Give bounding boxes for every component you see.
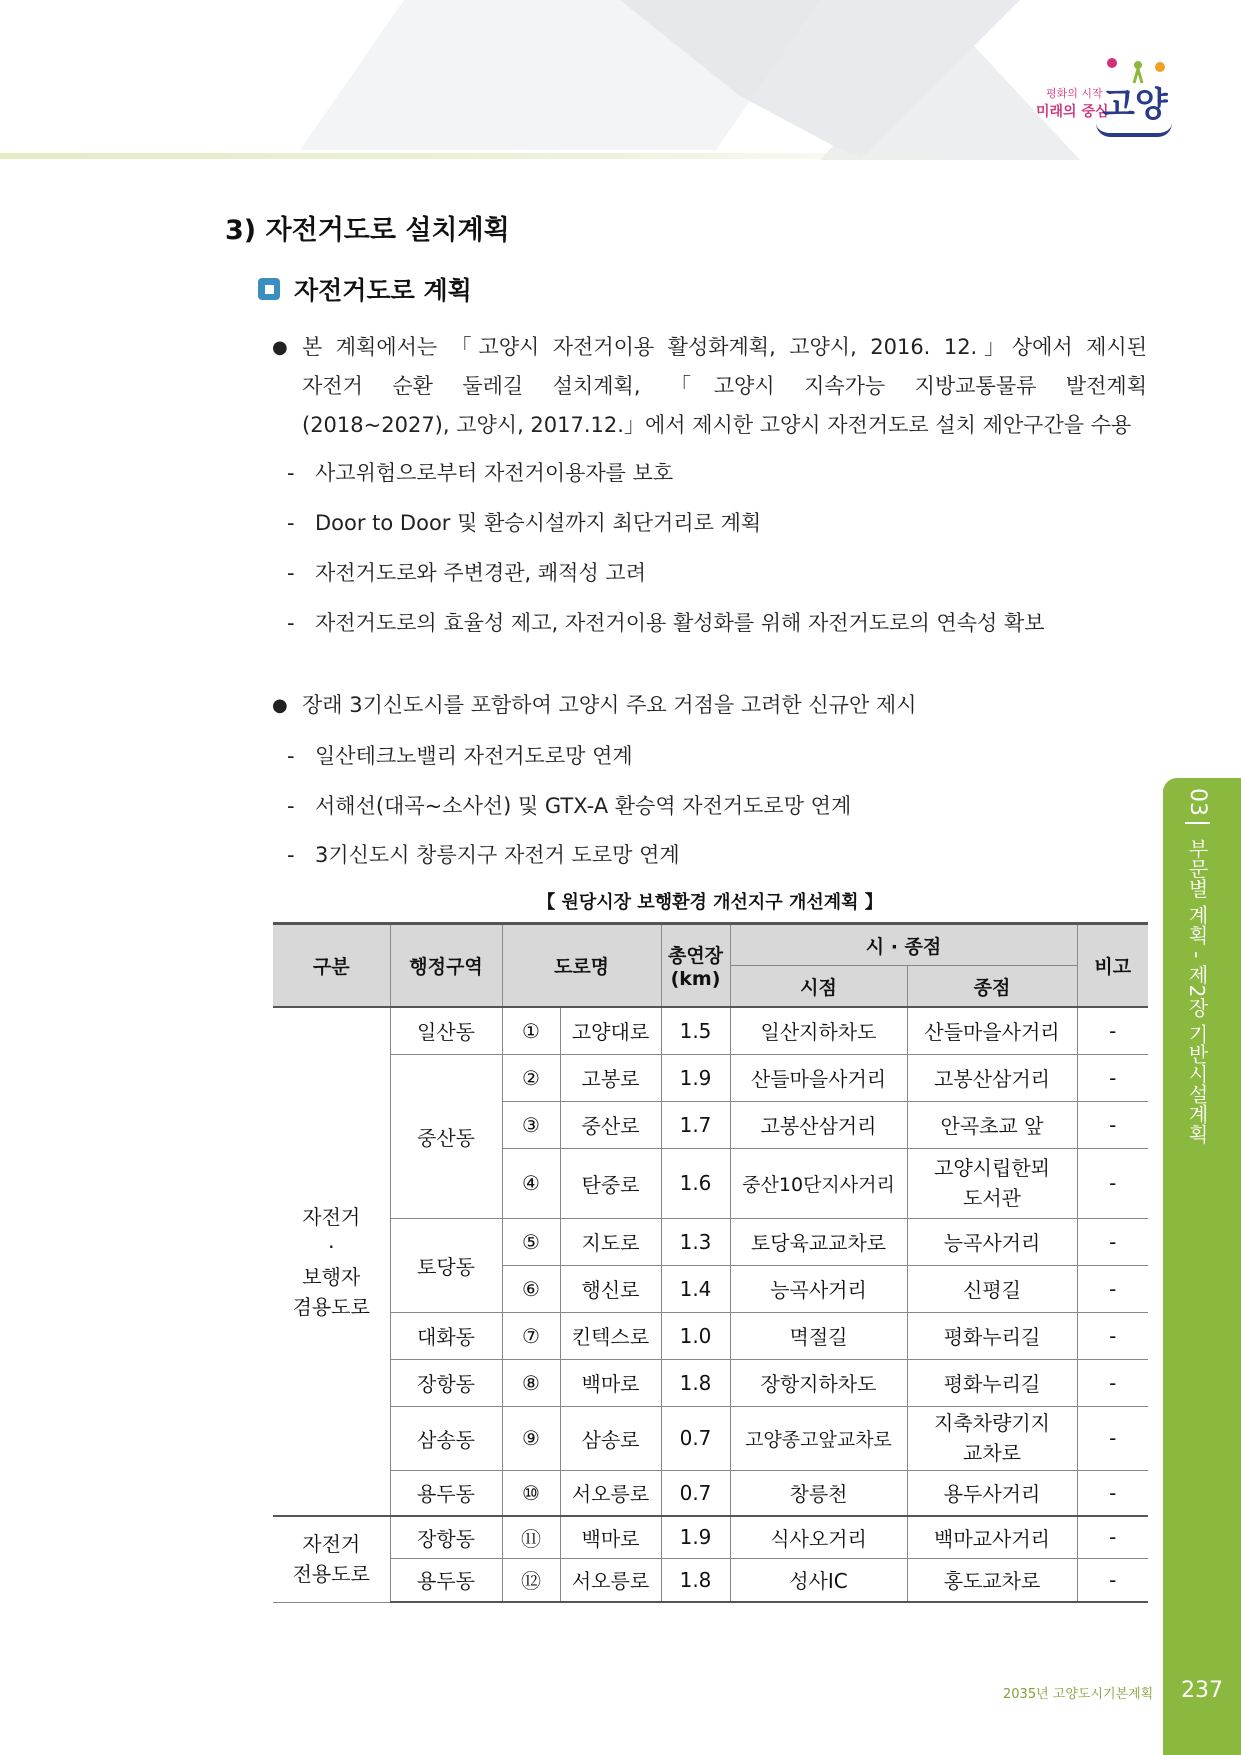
- header-note: 비고: [1077, 924, 1148, 1008]
- district-cell: 용두동: [390, 1470, 502, 1516]
- start-point: 창릉천: [730, 1470, 907, 1516]
- road-name: 중산로: [560, 1101, 661, 1148]
- header-category: 구분: [273, 924, 390, 1008]
- note-cell: -: [1077, 1516, 1148, 1558]
- table-row: [273, 1470, 1148, 1516]
- chapter-label: [1183, 788, 1212, 1144]
- road-length: 1.9: [661, 1054, 730, 1101]
- note-cell: -: [1077, 1312, 1148, 1359]
- road-name: 탄중로: [560, 1148, 661, 1218]
- end-point: 고봉산삼거리: [907, 1054, 1077, 1101]
- note-cell: -: [1077, 1359, 1148, 1406]
- header-green-line: [0, 153, 1000, 159]
- table-row: [273, 1312, 1148, 1359]
- table-row: [273, 1007, 1148, 1054]
- start-point: 고봉산삼거리: [730, 1101, 907, 1148]
- road-number: ⑫: [502, 1558, 560, 1602]
- logo-wordmark: 고양: [1102, 85, 1168, 125]
- logo-slogan-1: 평화의 시작: [1046, 87, 1103, 100]
- end-point: 고양시립한뫼 도서관: [907, 1148, 1077, 1218]
- road-name: 고봉로: [560, 1054, 661, 1101]
- header-road: 도로명: [502, 924, 661, 1008]
- road-length: 1.8: [661, 1359, 730, 1406]
- page-number: 237: [1181, 1678, 1223, 1703]
- district-cell: 용두동: [390, 1558, 502, 1602]
- district-cell: 삼송동: [390, 1406, 502, 1470]
- road-length: 1.7: [661, 1101, 730, 1148]
- road-length: 0.7: [661, 1470, 730, 1516]
- table-row: [273, 1359, 1148, 1406]
- header-end: 종점: [907, 966, 1077, 1008]
- start-point: 고양종고앞교차로: [730, 1406, 907, 1470]
- note-cell: -: [1077, 1054, 1148, 1101]
- dash-item: - 자전거도로와 주변경관, 쾌적성 고려: [287, 561, 646, 585]
- road-name: 지도로: [560, 1218, 661, 1265]
- district-cell: 토당동: [390, 1218, 502, 1312]
- category-shared: 자전거 · 보행자 겸용도로: [273, 1007, 390, 1516]
- table-row: [273, 1516, 1148, 1558]
- road-length: 1.3: [661, 1218, 730, 1265]
- note-cell: -: [1077, 1470, 1148, 1516]
- road-length: 1.4: [661, 1265, 730, 1312]
- road-name: 백마로: [560, 1359, 661, 1406]
- category-dedicated: 자전거 전용도로: [273, 1516, 390, 1602]
- dash-item: - Door to Door 및 환승시설까지 최단거리로 계획: [287, 511, 762, 535]
- header-section: 시 · 종점: [730, 924, 1077, 966]
- end-point: 산들마을사거리: [907, 1007, 1077, 1054]
- district-cell: 장항동: [390, 1359, 502, 1406]
- subsection-heading: [258, 273, 472, 305]
- bullet-paragraph-2: [272, 686, 1147, 725]
- table-row: [273, 1054, 1148, 1101]
- table-row: [273, 1218, 1148, 1265]
- note-cell: -: [1077, 1406, 1148, 1470]
- dash-item: - 사고위험으로부터 자전거이용자를 보호: [287, 461, 674, 485]
- bicycle-road-plan-table: [273, 922, 1148, 1603]
- end-point: 능곡사거리: [907, 1218, 1077, 1265]
- note-cell: -: [1077, 1148, 1148, 1218]
- end-point: 백마교사거리: [907, 1516, 1077, 1558]
- road-name: 고양대로: [560, 1007, 661, 1054]
- road-length: 1.9: [661, 1516, 730, 1558]
- road-number: ⑩: [502, 1470, 560, 1516]
- chapter-side-tab: [1163, 778, 1241, 1755]
- road-length: 1.8: [661, 1558, 730, 1602]
- road-length: 1.0: [661, 1312, 730, 1359]
- chapter-text: 부문별 계획 - 제2장 기반시설계획: [1185, 838, 1209, 1144]
- table-row: [273, 1406, 1148, 1470]
- road-name: 킨텍스로: [560, 1312, 661, 1359]
- road-name: 삼송로: [560, 1406, 661, 1470]
- start-point: 성사IC: [730, 1558, 907, 1602]
- logo-swoosh: [1096, 123, 1172, 137]
- note-cell: -: [1077, 1558, 1148, 1602]
- road-name: 행신로: [560, 1265, 661, 1312]
- header-start: 시점: [730, 966, 907, 1008]
- road-length: 0.7: [661, 1406, 730, 1470]
- start-point: 토당육교교차로: [730, 1218, 907, 1265]
- district-cell: 중산동: [390, 1054, 502, 1218]
- end-point: 홍도교차로: [907, 1558, 1077, 1602]
- road-number: ⑨: [502, 1406, 560, 1470]
- subsection-title: 자전거도로 계획: [294, 276, 472, 305]
- note-cell: -: [1077, 1265, 1148, 1312]
- logo-slogan-2: 미래의 중심: [1036, 104, 1109, 120]
- end-point: 평화누리길: [907, 1312, 1077, 1359]
- road-name: 서오릉로: [560, 1558, 661, 1602]
- dash-item: - 일산테크노밸리 자전거도로망 연계: [287, 744, 633, 768]
- bullet-dot-icon: ●: [272, 337, 288, 358]
- note-cell: -: [1077, 1007, 1148, 1054]
- start-point: 식사오거리: [730, 1516, 907, 1558]
- bullet1-line-1: 본 계획에서는 「고양시 자전거이용 활성화계획, 고양시, 2016. 12.」상에서 제시된: [302, 335, 1147, 359]
- end-point: 지축차량기지 교차로: [907, 1406, 1077, 1470]
- dash-item: - 서해선(대곡~소사선) 및 GTX-A 환승역 자전거도로망 연계: [287, 794, 852, 818]
- road-name: 백마로: [560, 1516, 661, 1558]
- district-cell: 일산동: [390, 1007, 502, 1054]
- road-number: ⑪: [502, 1516, 560, 1558]
- end-point: 안곡초교 앞: [907, 1101, 1077, 1148]
- goyang-logo: [1030, 55, 1180, 135]
- bullet-dot-icon: ●: [272, 695, 288, 716]
- table-row: [273, 1558, 1148, 1602]
- start-point: 산들마을사거리: [730, 1054, 907, 1101]
- header-district: 행정구역: [390, 924, 502, 1008]
- bullet2-text: 장래 3기신도시를 포함하여 고양시 주요 거점을 고려한 신규안 제시: [302, 693, 917, 717]
- note-cell: -: [1077, 1101, 1148, 1148]
- road-number: ④: [502, 1148, 560, 1218]
- bullet1-line-3: (2018~2027), 고양시, 2017.12.」에서 제시한 고양시 자전거도로 설치 제안구간을 수용: [302, 413, 1132, 437]
- footer-document-title: 2035년 고양도시기본계획: [1003, 1687, 1154, 1702]
- start-point: 장항지하차도: [730, 1359, 907, 1406]
- header-length: 총연장 (km): [661, 924, 730, 1008]
- district-cell: 장항동: [390, 1516, 502, 1558]
- road-length: 1.6: [661, 1148, 730, 1218]
- road-number: ⑤: [502, 1218, 560, 1265]
- end-point: 평화누리길: [907, 1359, 1077, 1406]
- road-number: ⑦: [502, 1312, 560, 1359]
- start-point: 능곡사거리: [730, 1265, 907, 1312]
- square-bullet-icon: [258, 278, 280, 300]
- road-number: ⑥: [502, 1265, 560, 1312]
- dash-item: - 3기신도시 창릉지구 자전거 도로망 연계: [287, 843, 680, 867]
- start-point: 중산10단지사거리: [730, 1148, 907, 1218]
- start-point: 일산지하차도: [730, 1007, 907, 1054]
- road-name: 서오릉로: [560, 1470, 661, 1516]
- chapter-number: 03: [1185, 788, 1210, 824]
- bullet1-line-2: 자전거 순환 둘레길 설치계획, 「고양시 지속가능 지방교통물류 발전계획: [302, 374, 1147, 398]
- district-cell: 대화동: [390, 1312, 502, 1359]
- dash-item: - 자전거도로의 효율성 제고, 자전거이용 활성화를 위해 자전거도로의 연속성 확보: [287, 611, 1045, 635]
- section-title: 3) 자전거도로 설치계획: [225, 215, 510, 246]
- road-length: 1.5: [661, 1007, 730, 1054]
- bullet-paragraph-1: [272, 328, 1147, 445]
- road-number: ①: [502, 1007, 560, 1054]
- road-number: ③: [502, 1101, 560, 1148]
- start-point: 멱절길: [730, 1312, 907, 1359]
- end-point: 용두사거리: [907, 1470, 1077, 1516]
- road-number: ②: [502, 1054, 560, 1101]
- table-caption: 【 원당시장 보행환경 개선지구 개선계획 】: [537, 892, 883, 913]
- end-point: 신평길: [907, 1265, 1077, 1312]
- note-cell: -: [1077, 1218, 1148, 1265]
- road-number: ⑧: [502, 1359, 560, 1406]
